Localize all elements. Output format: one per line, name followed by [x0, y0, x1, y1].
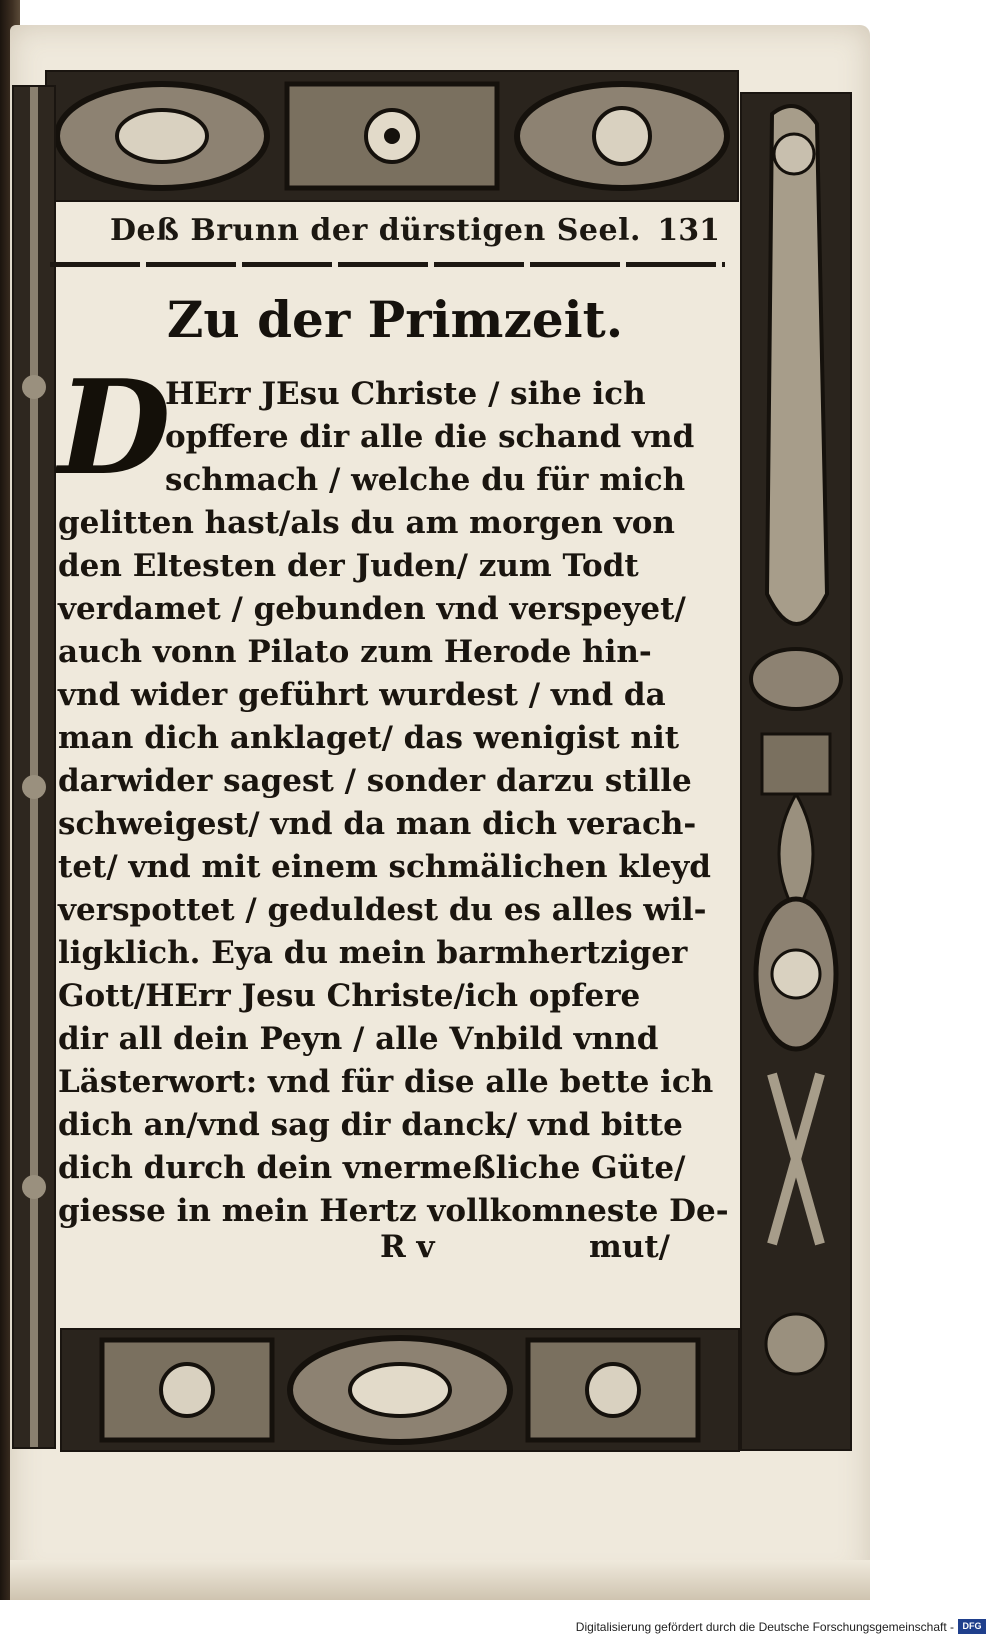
signature-catchword-row: [60, 1225, 730, 1269]
text-line: Lästerwort: vnd für dise alle bette ich: [58, 1064, 714, 1100]
footer-credit: Digitalisierung gefördert durch die Deutsche Forschungsgemeinschaft -: [575, 1620, 954, 1634]
page-bottom-edge: [10, 1560, 870, 1600]
text-line: vnd wider geführt wurdest / vnd da: [58, 677, 666, 713]
text-line: dich durch dein vnermeßliche Güte/: [58, 1150, 686, 1186]
text-line: man dich anklaget/ das wenigist nit: [58, 720, 680, 756]
text-line: verspottet / geduldest du es alles wil-: [58, 892, 707, 928]
text-line: auch vonn Pilato zum Herode hin-: [58, 634, 652, 670]
running-head: [80, 200, 730, 260]
running-head-title: Deß Brunn der dürstigen Seel.: [110, 212, 641, 248]
top-woodcut-border: [45, 70, 739, 202]
text-line: dich an/vnd sag dir danck/ vnd bitte: [58, 1107, 683, 1143]
bottom-woodcut-border: [60, 1328, 740, 1452]
footer-bar: [0, 1612, 1000, 1643]
left-woodcut-border: [12, 85, 56, 1449]
text-line: dir all dein Peyn / alle Vnbild vnnd: [58, 1021, 659, 1057]
right-woodcut-border: [740, 92, 852, 1451]
text-line: opffere dir alle die schand vnd: [165, 419, 695, 455]
text-line: den Eltesten der Juden/ zum Todt: [58, 548, 639, 584]
text-line: giesse in mein Hertz vollkomneste De-: [58, 1193, 729, 1229]
signature-mark: R v: [380, 1229, 435, 1265]
text-line: HErr JEsu Christe / sihe ich: [165, 376, 646, 412]
text-line: tet/ vnd mit einem schmälichen kleyd: [58, 849, 711, 885]
catchword: mut/: [589, 1229, 670, 1265]
text-line: Gott/HErr Jesu Christe/ich opfere: [58, 978, 641, 1014]
section-heading: Zu der Primzeit.: [166, 290, 624, 349]
header-rule: [50, 262, 725, 267]
text-line: schweigest/ vnd da man dich verach-: [58, 806, 697, 842]
dfg-logo: DFG: [958, 1619, 986, 1634]
page-number: 131: [657, 212, 720, 248]
text-line: ligklich. Eya du mein barmhertziger: [58, 935, 688, 971]
drop-cap-initial: D: [58, 351, 171, 504]
text-line: gelitten hast/als du am morgen von: [58, 505, 675, 541]
text-line: schmach / welche du für mich: [165, 462, 686, 498]
text-line: darwider sagest / sonder darzu stille: [58, 763, 692, 799]
text-line: verdamet / gebunden vnd verspeyet/: [58, 591, 686, 627]
